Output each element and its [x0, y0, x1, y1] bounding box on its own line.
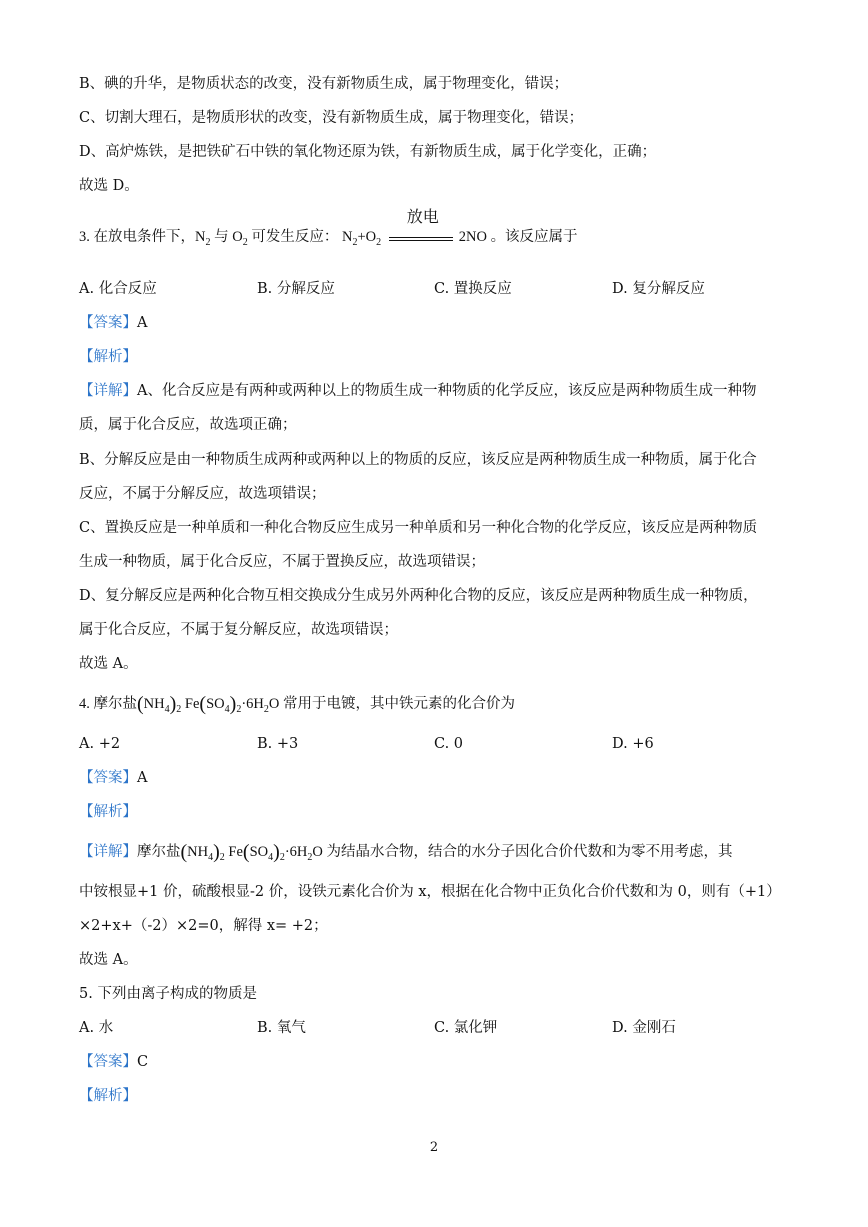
line-b-iodine: B、碘的升华，是物质状态的改变，没有新物质生成，属于物理变化，错误； — [79, 76, 569, 92]
page-number: 2 — [429, 1140, 439, 1155]
q3-detail-6: 生成一种物质，属于化合反应，不属于置换反应，故选项错误； — [79, 554, 485, 570]
q3-detail-8: 属于化合反应，不属于复分解反应，故选项错误； — [79, 622, 398, 638]
q5-answer: 【答案】C — [79, 1054, 149, 1070]
q3-analysis-tag: 【解析】 — [79, 349, 137, 365]
q3-answer: 【答案】A — [79, 315, 148, 331]
q4-detail-4: 故选 A。 — [79, 952, 138, 968]
q4-answer: 【答案】A — [79, 770, 148, 786]
question-3: 3. 在放电条件下，$N_2$ 与 $O_2$ 可发生反应： $N_2+O_2$ 放电 2NO 。该反应属于 — [79, 208, 578, 248]
q3-detail-3: B、分解反应是由一种物质生成两种或两种以上的物质的反应，该反应是两种物质生成一种物质，属于化合 — [79, 452, 757, 468]
q3-detail-9: 故选 A。 — [79, 656, 138, 672]
reaction-equation: $N_2+O_2$ 放电 2NO — [341, 208, 487, 248]
q3-option-c: C. 置换反应 — [434, 281, 512, 297]
q3-option-b: B. 分解反应 — [257, 281, 335, 297]
q5-option-d: D. 金刚石 — [612, 1020, 676, 1036]
q3-detail-7: D、复分解反应是两种化合物互相交换成分生成另外两种化合物的反应，该反应是两种物质生成一种物质， — [79, 588, 758, 604]
q3-detail-5: C、置换反应是一种单质和一种化合物反应生成另一种单质和另一种化合物的化学反应，该反应是两种物质 — [79, 520, 758, 536]
question-5: 5. 下列由离子构成的物质是 — [79, 986, 257, 1002]
q3-option-a: A. 化合反应 — [79, 281, 157, 297]
reaction-condition: 放电 — [387, 228, 457, 248]
q3-detail-4: 反应，不属于分解反应，故选项错误； — [79, 486, 326, 502]
q4-detail-3: ×2+x+（-2）×2=0，解得 x= +2； — [79, 918, 328, 934]
question-4: 4. 摩尔盐$(NH_4)_2$ $Fe(SO_4)_2\cdot 6H_2O$ 常用于电镀，其中铁元素的化合价为 — [79, 693, 515, 715]
q4-detail-1: 【详解】摩尔盐$(NH_4)_2$ $Fe(SO_4)_2\cdot 6H_2O$ 为结晶水合物，结合的水分子因化合价代数和为零不用考虑，其 — [79, 841, 733, 863]
q4-option-d: D. +6 — [612, 736, 654, 752]
q5-option-b: B. 氧气 — [257, 1020, 306, 1036]
q3-detail-2: 质，属于化合反应，故选项正确； — [79, 417, 297, 433]
line-d-ironmaking: D、高炉炼铁，是把铁矿石中铁的氧化物还原为铁，有新物质生成，属于化学变化，正确； — [79, 144, 657, 160]
q5-analysis-tag: 【解析】 — [79, 1088, 137, 1104]
q4-detail-2: 中铵根显+1 价，硫酸根显-2 价，设铁元素化合价为 x，根据在化合物中正负化合价代数和为 0，则有（+1） — [79, 884, 781, 900]
q4-option-a: A. +2 — [79, 736, 121, 752]
q3-option-d: D. 复分解反应 — [612, 281, 705, 297]
q4-analysis-tag: 【解析】 — [79, 804, 137, 820]
q5-option-a: A. 水 — [79, 1020, 114, 1036]
q5-option-c: C. 氯化钾 — [434, 1020, 498, 1036]
q3-detail-1: 【详解】A、化合反应是有两种或两种以上的物质生成一种物质的化学反应，该反应是两种物质生成一种物 — [79, 383, 757, 399]
line-choose-d: 故选 D。 — [79, 178, 139, 194]
q4-option-b: B. +3 — [257, 736, 299, 752]
q4-option-c: C. 0 — [434, 736, 464, 752]
line-c-marble: C、切割大理石，是物质形状的改变，没有新物质生成，属于物理变化，错误； — [79, 110, 584, 126]
